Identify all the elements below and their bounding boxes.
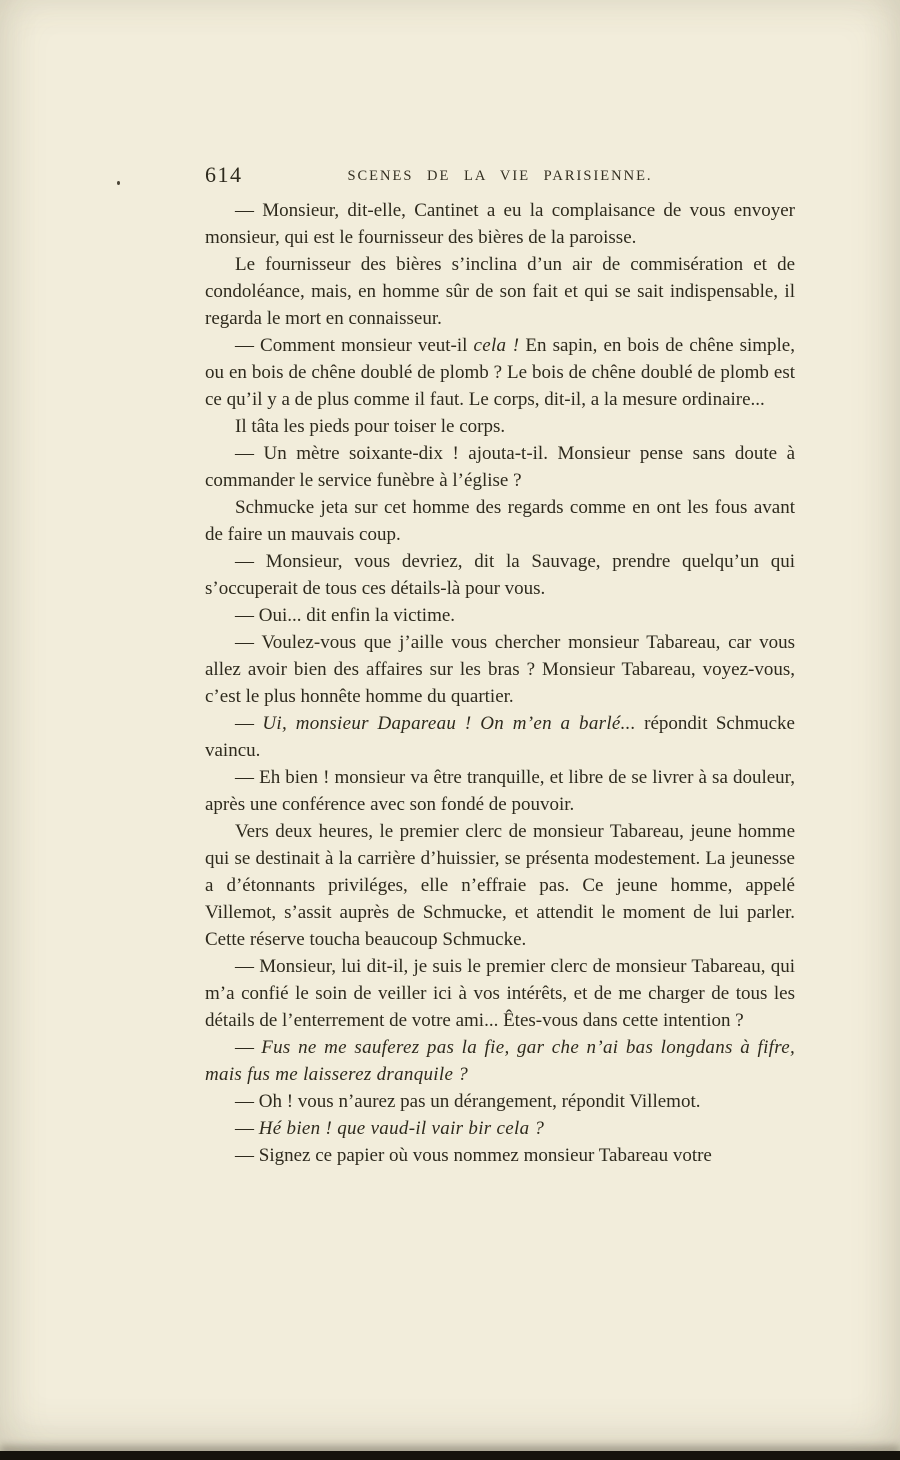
text-run: — Eh bien ! monsieur va être tranquille, et libre de se livrer à sa douleur, après une conférence avec son fondé de pouvoir. bbox=[205, 767, 795, 815]
paragraph bbox=[205, 332, 795, 413]
text-run: Le fournisseur des bières s’inclina d’un air de commisération et de condoléance, mais, en homme sûr de son fait et qui se sait indispensable, il regarda le mort en connaisseur. bbox=[205, 254, 795, 329]
ink-speck bbox=[117, 181, 120, 185]
text-run: répondit Schmucke vaincu. bbox=[205, 713, 795, 761]
paragraph bbox=[205, 548, 795, 602]
italic-text-run: Fus ne me sauferez pas la fie, gar che n’ai bas longdans à fifre, mais fus me laisserez dranquile ? bbox=[205, 1037, 796, 1085]
text-run: — Monsieur, dit-elle, Cantinet a eu la complaisance de vous envoyer monsieur, qui est le fournisseur des bières de la paroisse. bbox=[205, 200, 795, 248]
scan-edge-bottom bbox=[0, 1451, 900, 1460]
paragraph bbox=[205, 197, 795, 251]
text-run: — bbox=[235, 713, 263, 734]
text-run: — bbox=[235, 1118, 259, 1139]
page-header bbox=[205, 162, 795, 190]
paragraph bbox=[205, 818, 795, 953]
paragraph bbox=[205, 413, 795, 440]
italic-text-run: Ui, monsieur Dapareau ! On m’en a barlé... bbox=[262, 713, 636, 734]
running-title: SCENES DE LA VIE PARISIENNE. bbox=[347, 168, 653, 184]
paragraph bbox=[205, 1088, 795, 1115]
paragraph bbox=[205, 629, 795, 710]
paragraph bbox=[205, 1142, 795, 1169]
paragraph bbox=[205, 251, 795, 332]
text-run: Il tâta les pieds pour toiser le corps. bbox=[235, 416, 506, 437]
text-run: — Comment monsieur veut-il bbox=[235, 335, 474, 356]
text-run: — Un mètre soixante-dix ! ajouta-t-il. Monsieur pense sans doute à commander le service funèbre à l’église ? bbox=[205, 443, 795, 491]
paragraph bbox=[205, 1115, 795, 1142]
text-run: — Monsieur, vous devriez, dit la Sauvage, prendre quelqu’un qui s’occuperait de tous ces détails-là pour vous. bbox=[205, 551, 795, 599]
paragraph bbox=[205, 953, 795, 1034]
text-run: — Monsieur, lui dit-il, je suis le premier clerc de monsieur Tabareau, qui m’a confié le soin de veiller ici à vos intérêts, et de me charger de tous les détails de l’enterrement de votre ami... Êtes-vous dans cette intention ? bbox=[205, 956, 795, 1031]
page-number: 614 bbox=[205, 162, 243, 187]
paragraph bbox=[205, 1034, 795, 1088]
text-run: — Voulez-vous que j’aille vous chercher monsieur Tabareau, car vous allez avoir bien des affaires sur les bras ? Monsieur Tabareau, voyez-vous, c’est le plus honnête homme du quartier. bbox=[205, 632, 795, 707]
text-run: En sapin, en bois de chêne simple, ou en bois de chêne doublé de plomb ? Le bois de chêne doublé de plomb est ce qu’il y a de plus comme il faut. Le corps, dit-il, a la mesure ordinaire... bbox=[205, 335, 795, 410]
text-run: — Oh ! vous n’aurez pas un dérangement, répondit Villemot. bbox=[235, 1091, 701, 1112]
paragraph bbox=[205, 440, 795, 494]
paragraph bbox=[205, 764, 795, 818]
text-block bbox=[205, 197, 795, 1169]
text-run: — bbox=[235, 1037, 262, 1058]
text-run: Schmucke jeta sur cet homme des regards comme en ont les fous avant de faire un mauvais coup. bbox=[205, 497, 795, 545]
paragraph bbox=[205, 710, 795, 764]
italic-text-run: Hé bien ! que vaud-il vair bir cela ? bbox=[258, 1118, 545, 1139]
paragraph bbox=[205, 602, 795, 629]
italic-text-run: cela ! bbox=[473, 335, 520, 356]
text-run: — Signez ce papier où vous nommez monsieur Tabareau votre bbox=[235, 1145, 712, 1166]
text-run: Vers deux heures, le premier clerc de monsieur Tabareau, jeune homme qui se destinait à la carrière d’huissier, se présenta modestement. La jeunesse a d’étonnants priviléges, elle n’effraie pas. Ce jeune homme, appelé Villemot, s’assit auprès de Schmucke, et attendit le moment de lui parler. Cette réserve toucha beaucoup Schmucke. bbox=[205, 821, 795, 950]
text-run: — Oui... dit enfin la victime. bbox=[235, 605, 456, 626]
paragraph bbox=[205, 494, 795, 548]
